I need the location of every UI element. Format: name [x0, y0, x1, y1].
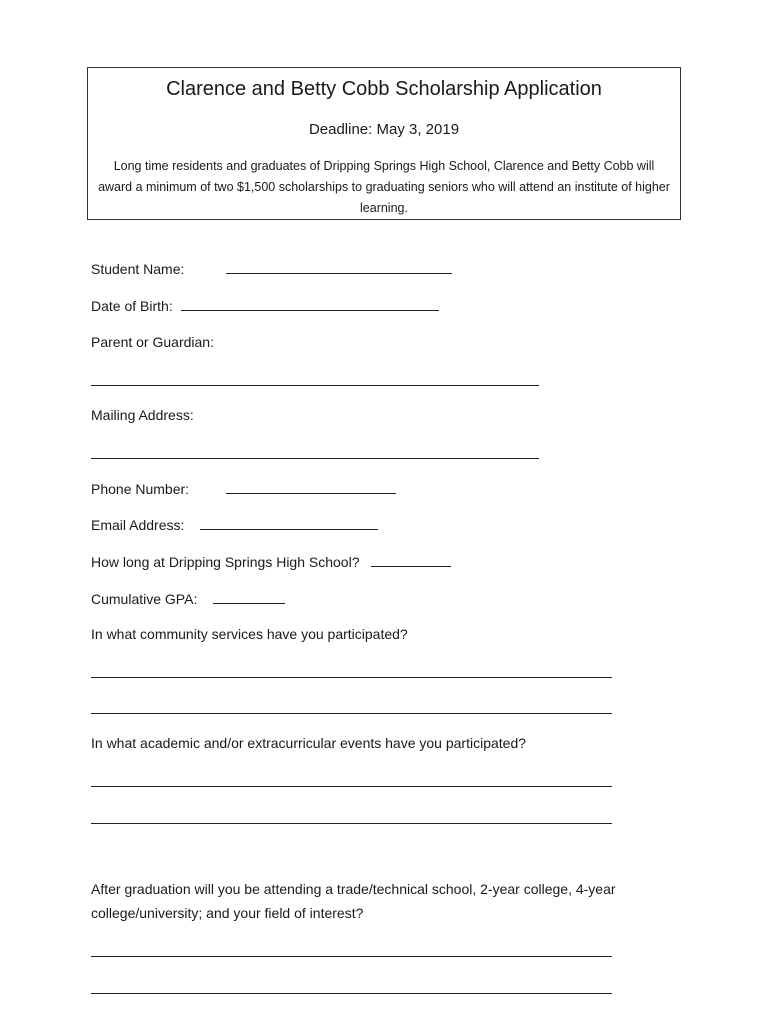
how-long-field[interactable] [371, 552, 451, 567]
academic-answer-line-1[interactable] [91, 786, 612, 787]
mailing-address-field[interactable] [91, 458, 539, 459]
phone-number-field[interactable] [226, 479, 396, 494]
after-graduation-answer-line-2[interactable] [91, 993, 612, 994]
gpa-label: Cumulative GPA: [91, 591, 198, 607]
how-long-row [91, 552, 451, 571]
student-name-row [91, 259, 452, 278]
date-of-birth-field[interactable] [181, 296, 439, 311]
mailing-address-label: Mailing Address: [91, 407, 194, 423]
date-of-birth-row [91, 296, 439, 315]
community-answer-line-2[interactable] [91, 713, 612, 714]
email-address-row [91, 515, 378, 534]
gpa-field[interactable] [213, 589, 285, 604]
academic-answer-line-2[interactable] [91, 823, 612, 824]
how-long-label: How long at Dripping Springs High School? [91, 554, 360, 570]
header-box [87, 67, 681, 220]
parent-guardian-label: Parent or Guardian: [91, 334, 214, 350]
after-graduation-question: After graduation will you be attending a trade/technical school, 2-year college, 4-year college/university; and your field of interest? [91, 881, 616, 921]
date-of-birth-label: Date of Birth: [91, 298, 173, 314]
gpa-row [91, 589, 285, 608]
mailing-address-row [91, 406, 194, 424]
student-name-label: Student Name: [91, 261, 185, 277]
after-graduation-answer-line-1[interactable] [91, 956, 612, 957]
student-name-field[interactable] [226, 259, 452, 274]
email-address-label: Email Address: [91, 517, 185, 533]
email-address-field[interactable] [200, 515, 378, 530]
academic-question: In what academic and/or extracurricular events have you participated? [91, 735, 527, 751]
deadline-text: Deadline: May 3, 2019 [308, 121, 460, 138]
community-answer-line-1[interactable] [91, 677, 612, 678]
parent-guardian-row [91, 333, 214, 351]
parent-guardian-field[interactable] [91, 385, 539, 386]
community-question: In what community services have you participated? [91, 626, 408, 642]
intro-paragraph: Long time residents and graduates of Dripping Springs High School, Clarence and Betty Cobb will award a minimum of two $1,500 scholarships to graduating seniors who will attend an institute of higher learning. [98, 159, 670, 215]
phone-number-label: Phone Number: [91, 481, 190, 497]
phone-number-row [91, 479, 396, 498]
form-title: Clarence and Betty Cobb Scholarship Application [166, 78, 602, 100]
